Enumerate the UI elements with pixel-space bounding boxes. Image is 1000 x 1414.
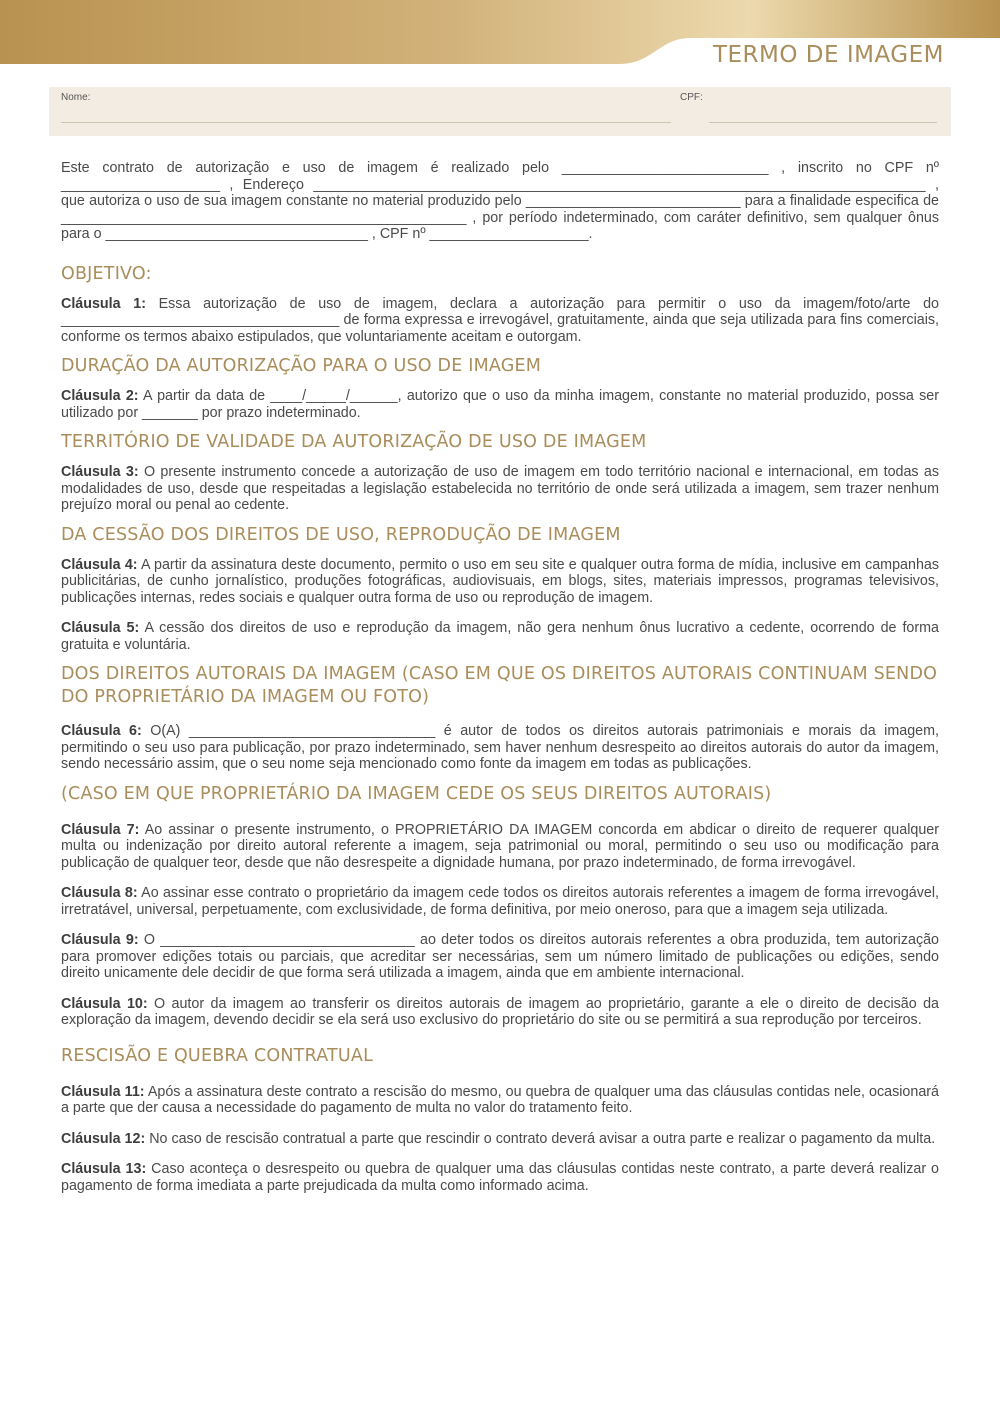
clause-1-text: Essa autorização de uso de imagem, declara a autorização para permitir o uso da imagem/foto/arte do ___________________________________ de forma expressa e irrevogável, gratuitamente, ainda que seja utilizada para fins comerciais, conforme os termos abaixo estipulados, que voluntariamente aceitam e outorgam. xyxy=(61,295,939,345)
clause-10-label: Cláusula 10: xyxy=(61,995,148,1012)
clause-2 xyxy=(61,388,939,421)
clause-6 xyxy=(61,723,939,773)
identification-box xyxy=(49,87,951,136)
clause-8-text: Ao assinar esse contrato o proprietário da imagem cede todos os direitos autorais referentes a imagem de forma irrevogável, irretratável, universal, perpetuamente, com exclusividade, de forma definitiva, por meio oneroso, para que a imagem seja utilizada. xyxy=(61,885,939,918)
clause-12-text: No caso de rescisão contratual a parte que rescindir o contrato deverá avisar a outra parte e realizar o pagamento da multa. xyxy=(145,1130,936,1147)
section-title-rescisao: RESCISÃO E QUEBRA CONTRATUAL xyxy=(61,1045,374,1066)
section-title-duracao: DURAÇÃO DA AUTORIZAÇÃO PARA O USO DE IMAGEM xyxy=(61,356,542,376)
clause-9-text: O ________________________________ ao deter todos os direitos autorais referentes a obra produzida, tem autorização para promover edições totais ou parciais, que acreditar ser necessárias, sem um número limitado de publicações ou edições, sendo direito unicamente dele decidir de que forma será utilizada a imagem, ainda que em ambiente internacional. xyxy=(61,932,939,981)
clause-4-text: A partir da assinatura deste documento, permito o uso em seu site e qualquer outra forma de mídia, inclusive em campanhas publicitárias, de cunho jornalístico, produções fotográficas, audiovisuais, em blogs, sites, materiais impressos, programas televisivos, publicações internas, redes sociais e qualquer outra forma de uso ou reprodução de imagem. xyxy=(61,556,939,606)
section-title-autorais: DOS DIREITOS AUTORAIS DA IMAGEM (CASO EM QUE OS DIREITOS AUTORAIS CONTINUAM SENDO DO PROPRIETÁRIO DA IMAGEM OU FOTO) xyxy=(61,664,938,707)
clause-3-text: O presente instrumento concede a autorização de uso de imagem em todo território nacional e internacional, em todas as modalidades de uso, desde que respeitadas a legislação estabelecida no território de onde será utilizada a imagem, sem trazer nenhum prejuízo moral ou penal ao cedente. xyxy=(61,464,939,513)
clause-12-label: Cláusula 12: xyxy=(61,1130,146,1147)
clause-7-label: Cláusula 7: xyxy=(61,821,140,838)
clause-2-label: Cláusula 2: xyxy=(61,388,139,404)
clause-5 xyxy=(61,620,939,653)
clause-9 xyxy=(61,932,939,982)
clause-7 xyxy=(61,822,939,872)
clause-6-text: O(A) _______________________________ é autor de todos os direitos autorais patrimoniais e morais da imagem, permitindo o seu uso para publicação, por prazo indeterminado, sem haver nenhum desrespeito ao direitos autorais do autor da imagem, sendo necessário assim, que o seu nome seja mencionado como fonte da imagem em todas as publicações. xyxy=(61,723,939,772)
name-label: Nome: xyxy=(61,92,91,103)
section-title-cessao: DA CESSÃO DOS DIREITOS DE USO, REPRODUÇÃO DE IMAGEM xyxy=(61,524,621,545)
clause-9-label: Cláusula 9: xyxy=(61,932,139,948)
clause-13 xyxy=(61,1161,939,1194)
clause-5-label: Cláusula 5: xyxy=(61,620,140,636)
clause-10 xyxy=(61,996,939,1029)
name-field[interactable] xyxy=(61,122,671,123)
clause-3 xyxy=(61,464,939,514)
clause-7-text: Ao assinar o presente instrumento, o PROPRIETÁRIO DA IMAGEM concorda em abdicar o direito de requerer qualquer multa ou indenização por direito autoral referente a imagem, seja patrimonial ou moral, permitindo o seu uso ou modificação para publicação de qualquer teor, desde que não desrespeite a dignidade humana, por prazo indeterminado, de forma irrevogável. xyxy=(61,821,939,871)
clause-13-label: Cláusula 13: xyxy=(61,1161,147,1177)
section-title-cede: (CASO EM QUE PROPRIETÁRIO DA IMAGEM CEDE OS SEUS DIREITOS AUTORAIS) xyxy=(61,783,772,804)
clause-8-label: Cláusula 8: xyxy=(61,885,138,901)
clause-11 xyxy=(61,1084,939,1117)
clause-11-text: Após a assinatura deste contrato a rescisão do mesmo, ou quebra de qualquer uma das cláusulas contidas nele, ocasionará a parte que der causa a necessidade do pagamento de multa no valor do tratamento feito. xyxy=(61,1083,939,1116)
clause-12 xyxy=(61,1131,939,1148)
clause-4-label: Cláusula 4: xyxy=(61,556,138,573)
clause-6-label: Cláusula 6: xyxy=(61,723,142,739)
section-title-objetivo: OBJETIVO: xyxy=(61,263,152,284)
clause-1-label: Cláusula 1: xyxy=(61,295,146,312)
document-title: TERMO DE IMAGEM xyxy=(712,42,944,68)
clause-5-text: A cessão dos direitos de uso e reprodução da imagem, não gera nenhum ônus lucrativo a cedente, ocorrendo de forma gratuita e voluntária. xyxy=(61,620,940,653)
intro-paragraph: Este contrato de autorização e uso de imagem é realizado pelo __________________________ , inscrito no CPF nº ____________________ , Endereço _____________________________________________________________________________ , que autoriza o uso de sua imagem constante no material produzido pelo ___________________________ para a finalidade especifica de ___________________________________________________ , por período indeterminado, com caráter definitivo, sem qualquer ônus para o _________________________________ , CPF nº ____________________. xyxy=(61,160,939,242)
clause-13-text: Caso aconteça o desrespeito ou quebra de qualquer uma das cláusulas contidas neste contrato, a parte deverá realizar o pagamento de forma imediata a parte prejudicada da multa como informado acima. xyxy=(61,1161,939,1194)
clause-10-text: O autor da imagem ao transferir os direitos autorais de imagem ao proprietário, garante a ele o direito de decisão da exploração da imagem, devendo decidir se ela será uso exclusivo do proprietário do site ou se permitirá a sua reprodução por terceiros. xyxy=(61,995,939,1028)
cpf-field[interactable] xyxy=(709,122,937,123)
clause-2-text: A partir da data de ____/_____/______, autorizo que o uso da minha imagem, constante no material produzido, possa ser utilizado por _______ por prazo indeterminado. xyxy=(61,388,939,421)
contract-body xyxy=(61,160,939,1194)
clause-3-label: Cláusula 3: xyxy=(61,464,139,480)
section-title-territorio: TERRITÓRIO DE VALIDADE DA AUTORIZAÇÃO DE USO DE IMAGEM xyxy=(61,432,647,452)
clause-1 xyxy=(61,296,939,346)
cpf-label: CPF: xyxy=(680,92,703,103)
clause-11-label: Cláusula 11: xyxy=(61,1083,145,1100)
clause-8 xyxy=(61,885,939,918)
clause-4 xyxy=(61,557,939,607)
